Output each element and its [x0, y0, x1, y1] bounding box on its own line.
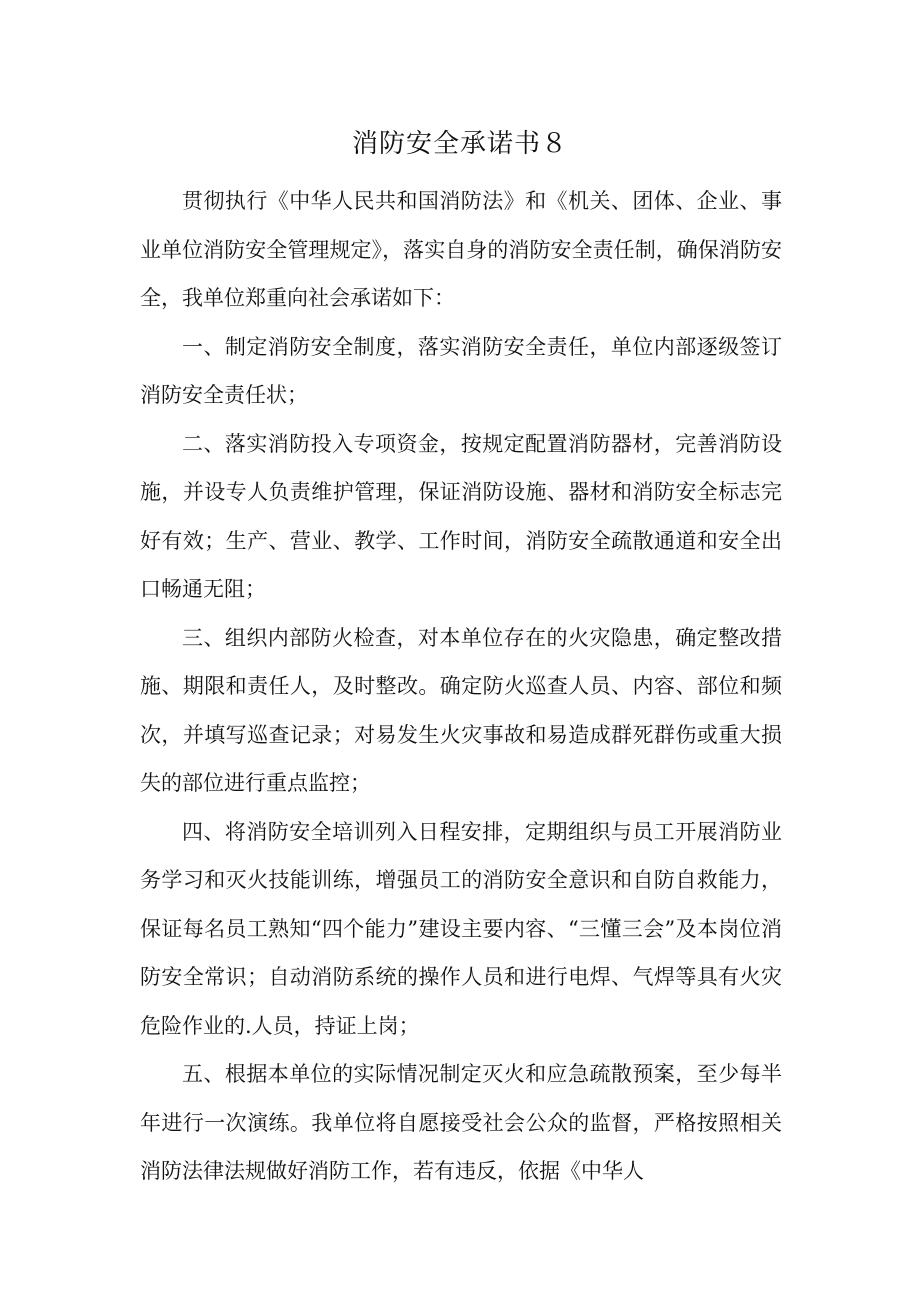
paragraph-item-3: 三、组织内部防火检查，对本单位存在的火灾隐患，确定整改措施、期限和责任人，及时整改。确定防火巡查人员、内容、部位和频次，并填写巡查记录；对易发生火灾事故和易造成群死群伤或重大损失的部位进行重点监控；	[140, 625, 782, 795]
paragraph-item-5: 五、根据本单位的实际情况制定灭火和应急疏散预案，至少每半年进行一次演练。我单位将自愿接受社会公众的监督，严格按照相关消防法律法规做好消防工作，若有违反，依据《中华人	[140, 1062, 782, 1183]
document-body	[140, 177, 782, 1196]
paragraph-item-2: 二、落实消防投入专项资金，按规定配置消防器材，完善消防设施，并设专人负责维护管理，保证消防设施、器材和消防安全标志完好有效；生产、营业、教学、工作时间，消防安全疏散通道和安全出口畅通无阻；	[140, 431, 782, 601]
paragraph-intro: 贯彻执行《中华人民共和国消防法》和《机关、团体、企业、事业单位消防安全管理规定》，落实自身的消防安全责任制，确保消防安全，我单位郑重向社会承诺如下：	[140, 189, 782, 310]
document-title: 消防安全承诺书８	[351, 129, 568, 159]
paragraph-item-1: 一、制定消防安全制度，落实消防安全责任，单位内部逐级签订消防安全责任状；	[140, 334, 782, 407]
paragraph-item-4: 四、将消防安全培训列入日程安排，定期组织与员工开展消防业务学习和灭火技能训练，增强员工的消防安全意识和自防自救能力，保证每名员工熟知“四个能力”建设主要内容、“三懂三会”及本岗位消防安全常识；自动消防系统的操作人员和进行电焊、气焊等具有火灾危险作业的.人员，持证上岗；	[140, 819, 782, 1038]
